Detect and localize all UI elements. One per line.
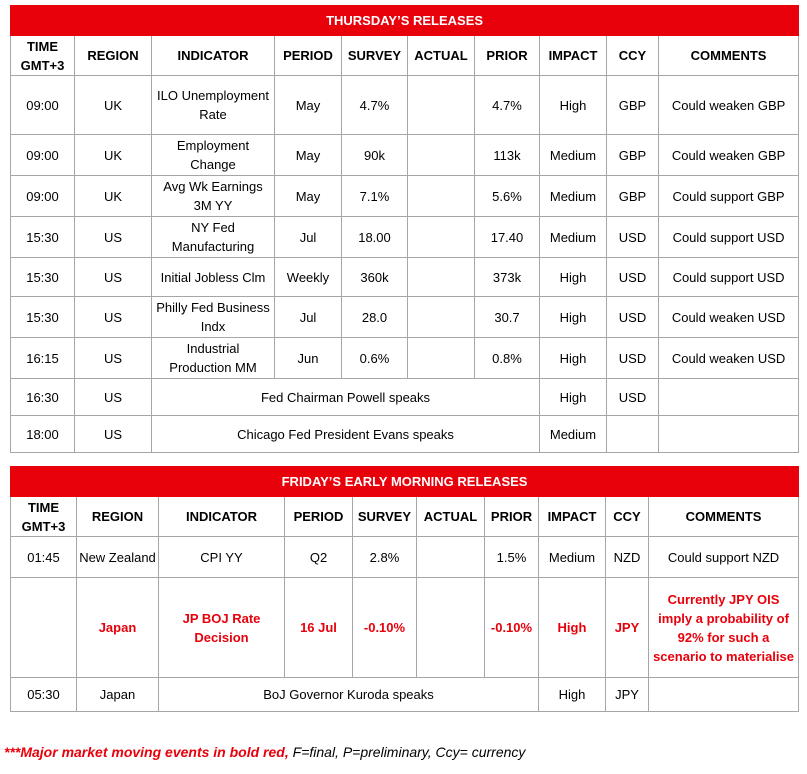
- cell-ccy: [607, 416, 659, 453]
- cell-impact: High: [540, 379, 607, 416]
- header-row: [11, 497, 799, 537]
- cell-survey: 2.8%: [353, 537, 417, 578]
- header-period: PERIOD: [285, 497, 353, 537]
- cell-ccy: NZD: [606, 537, 649, 578]
- cell-actual: [408, 135, 475, 176]
- cell-region: Japan: [77, 678, 159, 712]
- cell-prior: -0.10%: [485, 578, 539, 678]
- cell-impact: Medium: [539, 537, 606, 578]
- cell-actual: [408, 76, 475, 135]
- cell-prior: 5.6%: [475, 176, 540, 217]
- table-row: [11, 537, 799, 578]
- cell-survey: 4.7%: [342, 76, 408, 135]
- cell-period: Weekly: [275, 258, 342, 297]
- cell-impact: Medium: [540, 217, 607, 258]
- cell-time: [11, 578, 77, 678]
- header-impact: IMPACT: [540, 36, 607, 76]
- cell-survey: 90k: [342, 135, 408, 176]
- header-actual: ACTUAL: [417, 497, 485, 537]
- cell-time: 09:00: [11, 135, 75, 176]
- cell-impact: Medium: [540, 416, 607, 453]
- cell-comments: Could support GBP: [659, 176, 799, 217]
- friday-title: FRIDAY’S EARLY MORNING RELEASES: [11, 467, 799, 497]
- cell-ccy: JPY: [606, 578, 649, 678]
- cell-actual: [408, 297, 475, 338]
- cell-impact: Medium: [540, 176, 607, 217]
- cell-ccy: USD: [607, 258, 659, 297]
- thursday-title: THURSDAY’S RELEASES: [11, 6, 799, 36]
- cell-ccy: GBP: [607, 76, 659, 135]
- cell-region: Japan: [77, 578, 159, 678]
- cell-comments: Could weaken GBP: [659, 76, 799, 135]
- cell-time: 15:30: [11, 258, 75, 297]
- cell-time: 05:30: [11, 678, 77, 712]
- cell-indicator: ILO Unemployment Rate: [152, 76, 275, 135]
- cell-comments: [659, 416, 799, 453]
- table-row-major: [11, 578, 799, 678]
- header-indicator: INDICATOR: [152, 36, 275, 76]
- footnote-highlight: ***Major market moving events in bold red,: [4, 744, 289, 760]
- event-row: [11, 416, 799, 453]
- cell-indicator: Avg Wk Earnings 3M YY: [152, 176, 275, 217]
- cell-comments: Could weaken USD: [659, 297, 799, 338]
- cell-time: 01:45: [11, 537, 77, 578]
- cell-period: Jul: [275, 297, 342, 338]
- cell-indicator: CPI YY: [159, 537, 285, 578]
- cell-impact: High: [540, 258, 607, 297]
- cell-ccy: USD: [607, 217, 659, 258]
- cell-comments: Currently JPY OIS imply a probability of 92% for such a scenario to materialise: [649, 578, 799, 678]
- header-time: TIME GMT+3: [11, 36, 75, 76]
- cell-region: US: [75, 217, 152, 258]
- header-prior: PRIOR: [485, 497, 539, 537]
- cell-prior: 1.5%: [485, 537, 539, 578]
- cell-time: 15:30: [11, 217, 75, 258]
- cell-ccy: JPY: [606, 678, 649, 712]
- cell-event: Chicago Fed President Evans speaks: [152, 416, 540, 453]
- cell-time: 15:30: [11, 297, 75, 338]
- table-row: [11, 76, 799, 135]
- cell-survey: 18.00: [342, 217, 408, 258]
- cell-prior: 17.40: [475, 217, 540, 258]
- cell-event: Fed Chairman Powell speaks: [152, 379, 540, 416]
- header-survey: SURVEY: [353, 497, 417, 537]
- table-row: [11, 258, 799, 297]
- cell-indicator: JP BOJ Rate Decision: [159, 578, 285, 678]
- cell-indicator: NY Fed Manufacturing: [152, 217, 275, 258]
- cell-impact: High: [540, 338, 607, 379]
- cell-time: 16:15: [11, 338, 75, 379]
- cell-impact: High: [539, 578, 606, 678]
- cell-period: Q2: [285, 537, 353, 578]
- cell-actual: [408, 258, 475, 297]
- cell-prior: 4.7%: [475, 76, 540, 135]
- header-actual: ACTUAL: [408, 36, 475, 76]
- header-row: [11, 36, 799, 76]
- cell-ccy: USD: [607, 297, 659, 338]
- cell-period: Jul: [275, 217, 342, 258]
- header-comments: COMMENTS: [659, 36, 799, 76]
- cell-prior: 30.7: [475, 297, 540, 338]
- cell-actual: [408, 176, 475, 217]
- cell-impact: High: [540, 76, 607, 135]
- table-row: [11, 338, 799, 379]
- cell-indicator: Employment Change: [152, 135, 275, 176]
- table-row: [11, 176, 799, 217]
- cell-actual: [417, 537, 485, 578]
- cell-region: UK: [75, 135, 152, 176]
- header-impact: IMPACT: [539, 497, 606, 537]
- cell-event: BoJ Governor Kuroda speaks: [159, 678, 539, 712]
- header-region: REGION: [75, 36, 152, 76]
- cell-period: Jun: [275, 338, 342, 379]
- footnote: [4, 744, 525, 760]
- cell-period: May: [275, 76, 342, 135]
- header-period: PERIOD: [275, 36, 342, 76]
- cell-comments: [649, 678, 799, 712]
- header-region: REGION: [77, 497, 159, 537]
- cell-survey: 0.6%: [342, 338, 408, 379]
- cell-survey: 28.0: [342, 297, 408, 338]
- cell-region: US: [75, 258, 152, 297]
- cell-region: UK: [75, 76, 152, 135]
- header-ccy: CCY: [607, 36, 659, 76]
- cell-comments: Could weaken GBP: [659, 135, 799, 176]
- cell-comments: Could support USD: [659, 217, 799, 258]
- cell-period: May: [275, 176, 342, 217]
- event-row: [11, 678, 799, 712]
- table-row: [11, 135, 799, 176]
- cell-region: UK: [75, 176, 152, 217]
- header-ccy: CCY: [606, 497, 649, 537]
- header-survey: SURVEY: [342, 36, 408, 76]
- cell-indicator: Industrial Production MM: [152, 338, 275, 379]
- cell-comments: Could weaken USD: [659, 338, 799, 379]
- cell-region: US: [75, 338, 152, 379]
- cell-prior: 373k: [475, 258, 540, 297]
- cell-prior: 0.8%: [475, 338, 540, 379]
- header-indicator: INDICATOR: [159, 497, 285, 537]
- cell-time: 09:00: [11, 76, 75, 135]
- cell-impact: High: [540, 297, 607, 338]
- friday-releases-table: [10, 466, 799, 712]
- cell-indicator: Philly Fed Business Indx: [152, 297, 275, 338]
- cell-comments: Could support USD: [659, 258, 799, 297]
- cell-ccy: USD: [607, 338, 659, 379]
- cell-survey: -0.10%: [353, 578, 417, 678]
- cell-impact: Medium: [540, 135, 607, 176]
- cell-survey: 360k: [342, 258, 408, 297]
- thursday-releases-table: [10, 5, 799, 453]
- cell-ccy: GBP: [607, 176, 659, 217]
- footnote-legend: F=final, P=preliminary, Ccy= currency: [288, 744, 526, 760]
- cell-region: US: [75, 379, 152, 416]
- cell-region: US: [75, 297, 152, 338]
- cell-period: May: [275, 135, 342, 176]
- table-row: [11, 297, 799, 338]
- cell-comments: Could support NZD: [649, 537, 799, 578]
- cell-ccy: GBP: [607, 135, 659, 176]
- cell-impact: High: [539, 678, 606, 712]
- header-prior: PRIOR: [475, 36, 540, 76]
- cell-ccy: USD: [607, 379, 659, 416]
- cell-time: 16:30: [11, 379, 75, 416]
- cell-period: 16 Jul: [285, 578, 353, 678]
- cell-actual: [417, 578, 485, 678]
- cell-prior: 113k: [475, 135, 540, 176]
- cell-comments: [659, 379, 799, 416]
- event-row: [11, 379, 799, 416]
- header-time: TIME GMT+3: [11, 497, 77, 537]
- cell-indicator: Initial Jobless Clm: [152, 258, 275, 297]
- cell-region: New Zealand: [77, 537, 159, 578]
- cell-region: US: [75, 416, 152, 453]
- cell-time: 09:00: [11, 176, 75, 217]
- cell-time: 18:00: [11, 416, 75, 453]
- header-comments: COMMENTS: [649, 497, 799, 537]
- table-row: [11, 217, 799, 258]
- cell-survey: 7.1%: [342, 176, 408, 217]
- cell-actual: [408, 217, 475, 258]
- cell-actual: [408, 338, 475, 379]
